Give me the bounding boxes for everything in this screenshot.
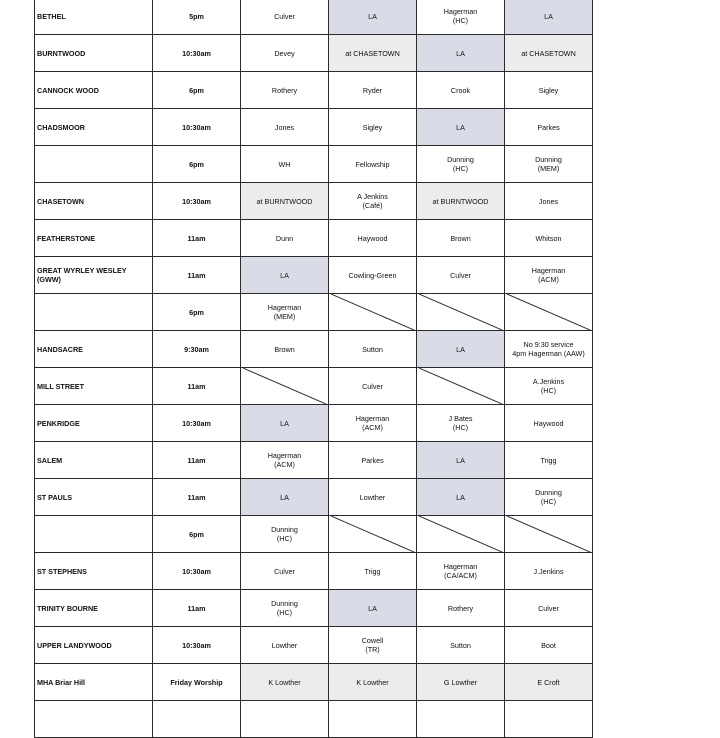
church-name-cell (35, 405, 153, 442)
preaching-plan-table (34, 0, 593, 738)
service-time: 6pm (189, 307, 204, 317)
preacher-name: Fellowship (355, 159, 390, 169)
strike-line (419, 516, 502, 552)
preacher-cell (241, 442, 329, 479)
preacher-cell (505, 257, 593, 294)
service-time: 11am (187, 270, 206, 280)
church-name: TRINITY BOURNE (37, 603, 98, 613)
preacher-cell (329, 664, 417, 701)
service-time: 6pm (189, 159, 204, 169)
church-name: FEATHERSTONE (37, 233, 96, 243)
strike-line (331, 294, 414, 330)
diagonal-strike-icon (419, 368, 502, 404)
preacher-cell (505, 442, 593, 479)
service-time: 6pm (189, 85, 204, 95)
preacher-cell (329, 72, 417, 109)
preacher-cell (417, 109, 505, 146)
preacher-cell (241, 109, 329, 146)
preacher-name: A Jenkins (Café) (357, 192, 388, 210)
church-name: ST PAULS (37, 492, 73, 502)
table-row (35, 701, 593, 738)
table-row (35, 368, 593, 405)
preacher-name: A.Jenkins (HC) (532, 377, 565, 395)
preacher-cell (505, 405, 593, 442)
church-name-cell (35, 146, 153, 183)
preacher-name: Haywood (533, 418, 564, 428)
preacher-cell (505, 35, 593, 72)
preacher-cell (505, 664, 593, 701)
service-time: 11am (187, 233, 206, 243)
preacher-name: Sutton (450, 640, 471, 650)
preacher-name: Ryder (362, 85, 383, 95)
preacher-name: Crook (450, 85, 471, 95)
service-time: 11am (187, 381, 206, 391)
preacher-cell (505, 183, 593, 220)
preacher-name: LA (368, 603, 377, 613)
preacher-name: Jones (538, 196, 559, 206)
table-row (35, 405, 593, 442)
preacher-cell (417, 220, 505, 257)
table-row (35, 664, 593, 701)
preacher-name: at BURNTWOOD (432, 196, 489, 206)
preacher-name: Rothery (271, 85, 298, 95)
preacher-cell (417, 701, 505, 738)
preacher-name: Sigley (538, 85, 559, 95)
service-time-cell (153, 590, 241, 627)
preacher-name: Hagerman (ACM) (531, 266, 566, 284)
church-name-cell (35, 553, 153, 590)
preacher-name: LA (368, 11, 377, 21)
preacher-cell (241, 701, 329, 738)
church-name: HANDSACRE (37, 344, 83, 354)
church-name-cell (35, 590, 153, 627)
preacher-cell (505, 627, 593, 664)
preacher-cell (241, 294, 329, 331)
preacher-cell (241, 553, 329, 590)
preacher-name: Whitson (535, 233, 562, 243)
preacher-name: Dunning (MEM) (535, 155, 562, 173)
church-name-cell (35, 331, 153, 368)
preacher-name: Brown (450, 233, 471, 243)
service-time-cell (153, 516, 241, 553)
preacher-cell (417, 35, 505, 72)
service-time-cell (153, 257, 241, 294)
church-name-cell (35, 294, 153, 331)
strike-line (331, 516, 414, 552)
preacher-cell (417, 479, 505, 516)
preacher-name: at CHASETOWN (521, 48, 576, 58)
preacher-name: at CHASETOWN (345, 48, 400, 58)
service-time: 11am (187, 603, 206, 613)
preacher-name: Dunning (HC) (535, 488, 562, 506)
table-row (35, 109, 593, 146)
table-row (35, 72, 593, 109)
preacher-cell (329, 405, 417, 442)
preacher-name: at BURNTWOOD (256, 196, 313, 206)
service-time: 10:30am (182, 196, 211, 206)
church-name: BURNTWOOD (37, 48, 86, 58)
preacher-name: J.Jenkins (533, 566, 564, 576)
service-time: 6pm (189, 529, 204, 539)
preacher-cell (241, 516, 329, 553)
no-service-cell (417, 294, 505, 331)
preacher-cell (241, 405, 329, 442)
preacher-name: Culver (450, 270, 471, 280)
service-time-cell (153, 627, 241, 664)
church-name-cell (35, 368, 153, 405)
preacher-name: Parkes (361, 455, 384, 465)
preacher-name: Culver (362, 381, 383, 391)
preacher-name: E Croft (537, 677, 560, 687)
church-name: MHA Briar Hill (37, 677, 86, 687)
preacher-cell (417, 183, 505, 220)
church-name-cell (35, 35, 153, 72)
diagonal-strike-icon (419, 294, 502, 330)
preacher-name: LA (456, 344, 465, 354)
preacher-name: Hagerman (MEM) (267, 303, 302, 321)
preacher-name: Dunn (275, 233, 294, 243)
preacher-name: WH (278, 159, 291, 169)
preacher-name: Devey (274, 48, 295, 58)
table-row (35, 146, 593, 183)
preacher-name: Sutton (362, 344, 383, 354)
preacher-cell (417, 442, 505, 479)
preacher-name: Lowther (271, 640, 298, 650)
preacher-cell (329, 0, 417, 35)
preacher-name: Brown (274, 344, 295, 354)
service-time: 10:30am (182, 48, 211, 58)
church-name: CHADSMOOR (37, 122, 85, 132)
preacher-cell (505, 553, 593, 590)
diagonal-strike-icon (331, 516, 414, 552)
preacher-name: Lowther (359, 492, 386, 502)
preacher-name: K Lowther (268, 677, 301, 687)
table-row (35, 516, 593, 553)
service-time: 10:30am (182, 418, 211, 428)
church-name-cell (35, 664, 153, 701)
no-service-cell (329, 516, 417, 553)
preacher-cell (417, 331, 505, 368)
service-time-cell (153, 294, 241, 331)
service-time: 10:30am (182, 122, 211, 132)
church-name-cell (35, 442, 153, 479)
church-name-cell (35, 220, 153, 257)
preacher-cell (241, 72, 329, 109)
preacher-cell (329, 701, 417, 738)
church-name: BETHEL (37, 11, 66, 21)
preacher-cell (329, 479, 417, 516)
preacher-cell (505, 701, 593, 738)
preacher-name: Dunning (HC) (271, 525, 298, 543)
preacher-cell (329, 220, 417, 257)
preacher-cell (241, 183, 329, 220)
service-time: 10:30am (182, 640, 211, 650)
diagonal-strike-icon (419, 516, 502, 552)
preacher-cell (241, 627, 329, 664)
preacher-cell (505, 72, 593, 109)
preacher-name: Sigley (362, 122, 383, 132)
preacher-name: Parkes (537, 122, 560, 132)
preacher-name: LA (280, 418, 289, 428)
preacher-cell (241, 664, 329, 701)
service-time: 5pm (189, 11, 204, 21)
preacher-name: Culver (538, 603, 559, 613)
table-row (35, 590, 593, 627)
strike-line (419, 294, 502, 330)
church-name: UPPER LANDYWOOD (37, 640, 112, 650)
preacher-cell (417, 257, 505, 294)
service-time-cell (153, 183, 241, 220)
preacher-cell (417, 405, 505, 442)
preacher-name: LA (280, 492, 289, 502)
preacher-cell (505, 479, 593, 516)
no-service-cell (505, 294, 593, 331)
preacher-name: LA (280, 270, 289, 280)
preacher-cell (241, 35, 329, 72)
strike-line (507, 294, 590, 330)
preacher-name: Hagerman (CA/ACM) (443, 562, 478, 580)
preacher-cell (329, 627, 417, 664)
preacher-name: Haywood (357, 233, 388, 243)
preacher-cell (417, 664, 505, 701)
table-row (35, 220, 593, 257)
service-time-cell (153, 553, 241, 590)
diagonal-strike-icon (331, 294, 414, 330)
preacher-cell (505, 109, 593, 146)
service-time: 10:30am (182, 566, 211, 576)
table-row (35, 0, 593, 35)
preacher-name: LA (544, 11, 553, 21)
preacher-cell (329, 590, 417, 627)
preacher-cell (329, 146, 417, 183)
preacher-cell (417, 627, 505, 664)
preacher-name: LA (456, 122, 465, 132)
table-row (35, 183, 593, 220)
church-name: PENKRIDGE (37, 418, 80, 428)
preacher-cell (417, 590, 505, 627)
preacher-name: Cowell (TR) (361, 636, 384, 654)
church-name-cell (35, 479, 153, 516)
service-time-cell (153, 479, 241, 516)
preacher-cell (241, 257, 329, 294)
church-name-cell (35, 109, 153, 146)
preacher-cell (241, 590, 329, 627)
church-name-cell (35, 72, 153, 109)
preacher-name: Culver (274, 566, 295, 576)
table-row (35, 553, 593, 590)
preacher-cell (505, 146, 593, 183)
preacher-name: LA (456, 492, 465, 502)
service-time-cell (153, 220, 241, 257)
preacher-cell (505, 368, 593, 405)
preacher-cell (329, 109, 417, 146)
preacher-name: G Lowther (443, 677, 478, 687)
service-time: 9:30am (184, 344, 209, 354)
service-time-cell (153, 442, 241, 479)
service-time-cell (153, 701, 241, 738)
preacher-name: Rothery (447, 603, 474, 613)
table-body (35, 0, 593, 738)
service-time-cell (153, 72, 241, 109)
preacher-cell (417, 0, 505, 35)
preacher-cell (241, 220, 329, 257)
preacher-name: LA (456, 48, 465, 58)
diagonal-strike-icon (507, 294, 590, 330)
church-name: CANNOCK WOOD (37, 85, 99, 95)
no-service-cell (505, 516, 593, 553)
preacher-name: Hagerman (HC) (443, 7, 478, 25)
preacher-cell (241, 0, 329, 35)
preacher-name: Culver (274, 11, 295, 21)
church-name-cell (35, 627, 153, 664)
preacher-name: Trigg (540, 455, 557, 465)
preacher-cell (505, 590, 593, 627)
preacher-name: LA (456, 455, 465, 465)
preacher-cell (329, 331, 417, 368)
no-service-cell (329, 294, 417, 331)
strike-line (507, 516, 590, 552)
church-name-cell (35, 0, 153, 35)
no-service-cell (417, 368, 505, 405)
preacher-cell (329, 257, 417, 294)
preacher-cell (241, 479, 329, 516)
service-time-cell (153, 0, 241, 35)
service-time: 11am (187, 492, 206, 502)
preacher-cell (329, 553, 417, 590)
preacher-cell (417, 72, 505, 109)
preacher-cell (329, 183, 417, 220)
preacher-name: No 9:30 service 4pm Hagerman (AAW) (512, 340, 585, 358)
service-time: 11am (187, 455, 206, 465)
no-service-cell (417, 516, 505, 553)
church-name-cell (35, 183, 153, 220)
preacher-cell (505, 220, 593, 257)
church-name: SALEM (37, 455, 63, 465)
no-service-cell (241, 368, 329, 405)
church-name: CHASETOWN (37, 196, 84, 206)
service-time-cell (153, 35, 241, 72)
preacher-name: K Lowther (356, 677, 389, 687)
church-name-cell (35, 701, 153, 738)
preacher-name: Hagerman (ACM) (267, 451, 302, 469)
church-name: MILL STREET (37, 381, 84, 391)
preacher-name: Hagerman (ACM) (355, 414, 390, 432)
preacher-cell (241, 331, 329, 368)
strike-line (419, 368, 502, 404)
table-row (35, 479, 593, 516)
table-row (35, 35, 593, 72)
service-time-cell (153, 405, 241, 442)
church-name-cell (35, 516, 153, 553)
preacher-cell (329, 368, 417, 405)
diagonal-strike-icon (243, 368, 326, 404)
service-time-cell (153, 664, 241, 701)
preacher-cell (417, 553, 505, 590)
church-name: GREAT WYRLEY WESLEY (GWW) (37, 266, 127, 284)
preacher-name: Boot (541, 640, 556, 650)
preacher-cell (417, 146, 505, 183)
table-row (35, 294, 593, 331)
service-time-cell (153, 109, 241, 146)
preacher-cell (329, 35, 417, 72)
church-name: ST STEPHENS (37, 566, 87, 576)
service-time-cell (153, 368, 241, 405)
preacher-name: Jones (274, 122, 295, 132)
preacher-name: Cowling-Green (348, 270, 397, 280)
preacher-name: Trigg (364, 566, 381, 576)
table-row (35, 257, 593, 294)
table-row (35, 627, 593, 664)
strike-line (243, 368, 326, 404)
service-time: Friday Worship (170, 677, 223, 687)
diagonal-strike-icon (507, 516, 590, 552)
preacher-cell (505, 0, 593, 35)
preacher-name: Dunning (HC) (447, 155, 474, 173)
preacher-cell (241, 146, 329, 183)
service-time-cell (153, 146, 241, 183)
preacher-name: J Bates (HC) (448, 414, 473, 432)
preacher-name: Dunning (HC) (271, 599, 298, 617)
preacher-cell (329, 442, 417, 479)
service-time-cell (153, 331, 241, 368)
preacher-cell (505, 331, 593, 368)
table-row (35, 442, 593, 479)
table-row (35, 331, 593, 368)
church-name-cell (35, 257, 153, 294)
